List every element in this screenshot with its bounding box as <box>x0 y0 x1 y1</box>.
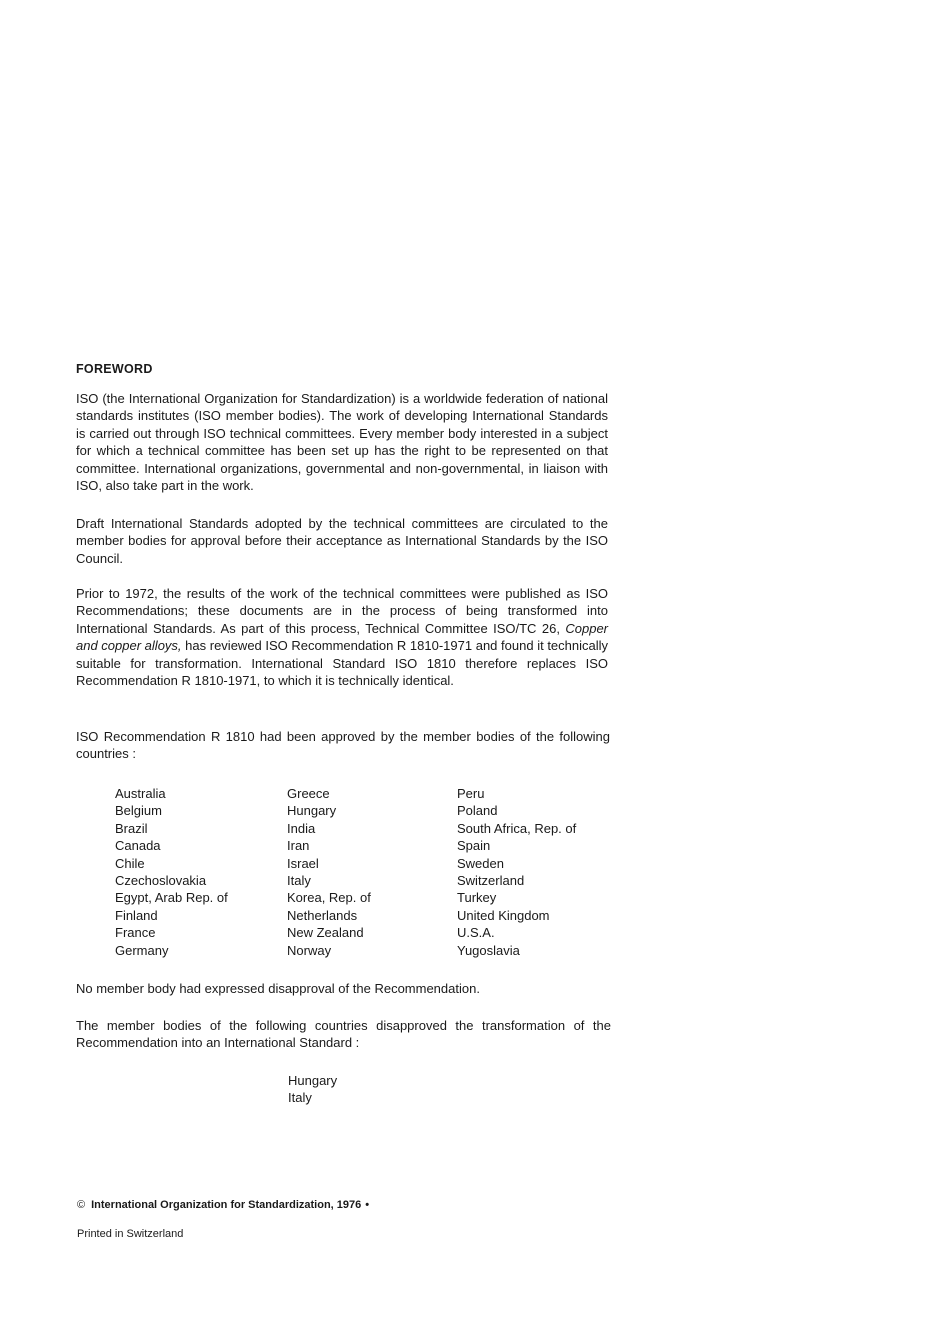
country-list-item: Greece <box>287 786 330 801</box>
country-list-item: U.S.A. <box>457 925 495 941</box>
country-list-item: Hungary <box>288 1073 338 1088</box>
country-list-item: Turkey <box>457 890 497 906</box>
country-list-item: France <box>115 925 156 941</box>
p3-text-before: Prior to 1972, the results of the work of the technical committees were published as ISO Recommendations; these documents are in the process of being transformed into International Standards. As part of this process, Technical Committee ISO/TC 26, <box>76 586 608 636</box>
country-list-item: United Kingdom <box>457 907 550 923</box>
foreword-paragraph-approving-bodies: ISO Recommendation R 1810 had been approved by the member bodies of the following countries : <box>76 729 610 762</box>
copyright-symbol: © <box>77 1199 86 1211</box>
country-list-item: Netherlands <box>287 907 358 923</box>
country-list-item: India <box>287 820 316 836</box>
country-list-item: Italy <box>287 873 311 889</box>
copyright-line <box>77 1199 369 1211</box>
approving-countries-column-1 <box>115 785 228 959</box>
country-list-item: Sweden <box>457 855 504 871</box>
country-list-item: Iran <box>287 838 310 854</box>
country-list-item: Brazil <box>115 820 148 836</box>
p3-committee-title: Copper and copper alloys, <box>76 620 608 654</box>
country-list-item: New Zealand <box>287 925 364 941</box>
bullet-icon: • <box>365 1199 370 1211</box>
country-list-item: Australia <box>115 786 166 801</box>
country-list-item: Norway <box>287 942 332 958</box>
country-list-item: Chile <box>115 855 145 871</box>
country-list-item: Germany <box>115 942 169 958</box>
approving-countries-column-2 <box>287 785 371 959</box>
country-list-item: Yugoslavia <box>457 942 520 958</box>
country-list-item: Belgium <box>115 803 162 819</box>
foreword-paragraph-approval: Draft International Standards adopted by the technical committees are circulated to the member bodies for approval before their acceptance as International Standards by the ISO Council. <box>76 516 608 566</box>
country-list-item: Spain <box>457 838 491 854</box>
country-list-item: Finland <box>115 907 158 923</box>
foreword-paragraph-disapproving-bodies: The member bodies of the following countries disapproved the transformation of the Recommendation into an International Standard : <box>76 1018 611 1051</box>
copyright-text: International Organization for Standardization, 1976 <box>91 1199 362 1211</box>
country-list-item: Czechoslovakia <box>115 873 207 889</box>
country-list-item: Poland <box>457 803 498 819</box>
country-list-item: Hungary <box>287 803 337 819</box>
foreword-paragraph-organization: ISO (the International Organization for Standardization) is a worldwide federation of national standards institutes (ISO member bodies). The work of developing International Standards is carried out through ISO technical committees. Every member body interested in a subject for which a technical committee has been set up has the right to be represented on that committee. International organizations, governmental and non-governmental, in liaison with ISO, also take part in the work. <box>76 391 608 494</box>
p3-text-after: has reviewed ISO Recommendation R 1810-1971 and found it technically suitable for transformation. International Standard ISO 1810 therefore replaces ISO Recommendation R 1810-1971, to which it is technically identical. <box>76 638 609 689</box>
country-list-item: Canada <box>115 838 161 854</box>
country-list-item: Peru <box>457 786 485 801</box>
country-list-item: Switzerland <box>457 873 525 889</box>
foreword-paragraph-no-disapproval: No member body had expressed disapproval of the Recommendation. <box>76 981 480 996</box>
foreword-heading: FOREWORD <box>76 362 153 376</box>
disapproving-countries-list <box>288 1072 337 1107</box>
country-list-item: Israel <box>287 855 319 871</box>
country-list-item: South Africa, Rep. of <box>457 820 577 836</box>
foreword-paragraph-transformation <box>76 585 608 689</box>
approving-countries-column-3 <box>457 785 576 959</box>
country-list-item: Egypt, Arab Rep. of <box>115 890 228 906</box>
country-list-item: Italy <box>288 1090 312 1106</box>
country-list-item: Korea, Rep. of <box>287 890 371 906</box>
printed-in-line: Printed in Switzerland <box>77 1228 184 1240</box>
